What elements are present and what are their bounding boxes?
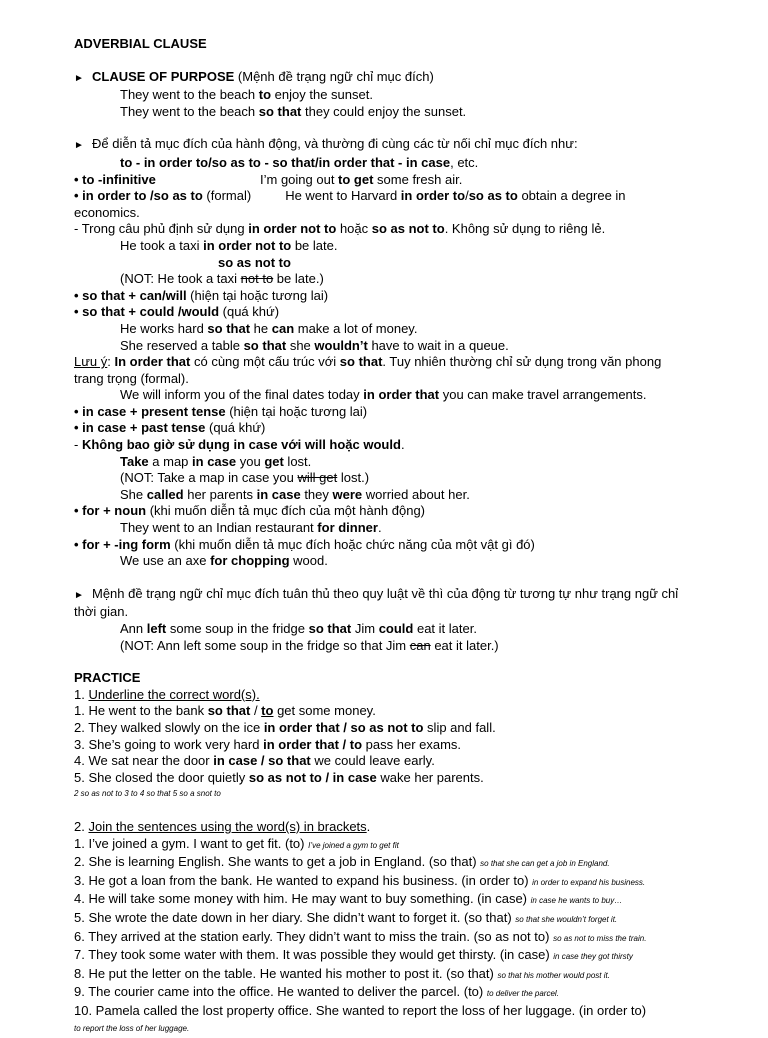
exercise-1-item: 1. He went to the bank so that / to get some money.: [74, 703, 376, 719]
tense-rule-cont: thời gian.: [74, 604, 129, 620]
negative-example-alt: so as not to: [218, 254, 291, 270]
negative-not-example: (NOT: He took a taxi not to be late.): [120, 271, 324, 287]
exercise-2-item: 6. They arrived at the station early. They didn’t want to miss the train. (so as not to) so as not to miss the train.: [74, 928, 647, 944]
rule-negative: - Trong câu phủ định sử dụng in order not to hoặc so as not to. Không sử dụng to riêng lẻ.: [74, 221, 606, 237]
so-that-example-2: She reserved a table so that she wouldn’t have to wait in a queue.: [120, 337, 509, 353]
exercise-2-item: 10. Pamela called the lost property office. She wanted to report the loss of her luggage. (in order to): [74, 1002, 647, 1018]
exercise-2-item: 8. He put the letter on the table. He wanted his mother to post it. (so that) so that his mother would post it.: [74, 965, 610, 981]
exercise-2-item: 4. He will take some money with him. He may want to buy something. (in case) in case he wants to buy…: [74, 891, 623, 907]
note-example: We will inform you of the final dates today in order that you can make travel arrangements.: [120, 387, 647, 403]
tense-rule: ► Mệnh đề trạng ngữ chỉ mục đích tuân thủ theo quy luật về thì của động từ tương tự như trạng ngữ chỉ: [74, 586, 738, 605]
in-case-not-example: (NOT: Take a map in case you will get lost.): [120, 470, 370, 486]
arrow-bullet-icon: ►: [74, 72, 84, 84]
document-title: ADVERBIAL CLAUSE: [74, 36, 207, 51]
in-case-example-1: Take a map in case you get lost.: [120, 453, 312, 469]
exercise-2-last-answer: to report the loss of her luggage.: [74, 1024, 190, 1034]
in-case-example-2: She called her parents in case they were worried about her.: [120, 486, 470, 502]
rule-in-order-to-cont: economics.: [74, 204, 140, 220]
exercise-2-item: 9. The courier came into the office. He wanted to deliver the parcel. (to) to deliver the parcel.: [74, 984, 559, 1000]
exercise-2-item: 7. They took some water with them. It was possible they would get thirsty. (in case) in case they got thirsty: [74, 947, 633, 963]
arrow-bullet-icon: ►: [74, 140, 84, 152]
rule-for-ing: • for + -ing form (khi muốn diễn tả mục đích hoặc chức năng của một vật gì đó): [74, 536, 535, 552]
tense-example: Ann left some soup in the fridge so that Jim could eat it later.: [120, 621, 477, 636]
note-line: Lưu ý: In order that có cùng một cấu trúc với so that. Tuy nhiên thường chỉ sử dụng trong văn phong: [74, 354, 662, 370]
purpose-example-2: They went to the beach so that they could enjoy the sunset.: [120, 103, 467, 119]
exercise-1-answers: 2 so as not to 3 to 4 so that 5 so a snot to: [74, 789, 221, 799]
rule-in-case-present: • in case + present tense (hiện tại hoặc tương lai): [74, 403, 368, 419]
arrow-bullet-icon: ►: [74, 589, 84, 601]
intro-text: ► Để diễn tả mục đích của hành động, và thường đi cùng các từ nối chỉ mục đích như:: [74, 136, 738, 155]
rule-in-order-to: • in order to /so as to (formal) He went to Harvard in order to/so as to obtain a degree in: [74, 188, 626, 204]
rule-to-infinitive: • to -infinitive I’m going out to get some fresh air.: [74, 171, 463, 187]
exercise-2-item: 1. I’ve joined a gym. I want to get fit. (to) I’ve joined a gym to get fit: [74, 835, 399, 851]
practice-heading: PRACTICE: [74, 670, 141, 686]
exercise-2-item: 2. She is learning English. She wants to get a job in England. (so that) so that she can get a job in England.: [74, 854, 610, 870]
purpose-example-1: They went to the beach to enjoy the sunset.: [120, 87, 373, 103]
connectors-line: to - in order to/so as to - so that/in order that - in case, etc.: [120, 154, 479, 170]
exercise-1-title: 1. Underline the correct word(s).: [74, 686, 260, 702]
for-ing-example: We use an axe for chopping wood.: [120, 553, 328, 569]
exercise-1-item: 5. She closed the door quietly so as not to / in case wake her parents.: [74, 769, 484, 785]
exercise-1-item: 2. They walked slowly on the ice in order that / so as not to slip and fall.: [74, 719, 496, 735]
note-line-cont: trang trọng (formal).: [74, 370, 189, 386]
exercise-1-item: 4. We sat near the door in case / so that we could leave early.: [74, 753, 435, 769]
negative-example: He took a taxi in order not to be late.: [120, 237, 338, 253]
rule-never: - Không bao giờ sử dụng in case với will hoặc would.: [74, 437, 405, 453]
rule-for-noun: • for + noun (khi muốn diễn tả mục đích của một hành động): [74, 503, 426, 519]
tense-not-example: (NOT: Ann left some soup in the fridge so that Jim can eat it later.): [120, 637, 499, 653]
rule-so-that-could: • so that + could /would (quá khứ): [74, 304, 280, 320]
exercise-2-item: 5. She wrote the date down in her diary. She didn’t want to forget it. (so that) so that she wouldn’t forget it.: [74, 909, 618, 925]
purpose-heading: ► CLAUSE OF PURPOSE (Mệnh đề trạng ngữ chỉ mục đích): [74, 69, 738, 88]
exercise-2-title: 2. Join the sentences using the word(s) in brackets.: [74, 818, 371, 834]
exercise-2-item: 3. He got a loan from the bank. He wanted to expand his business. (in order to) in order to expand his business.: [74, 872, 646, 888]
so-that-example-1: He works hard so that he can make a lot of money.: [120, 320, 418, 336]
rule-in-case-past: • in case + past tense (quá khứ): [74, 420, 266, 436]
exercise-1-item: 3. She’s going to work very hard in order that / to pass her exams.: [74, 736, 462, 752]
for-noun-example: They went to an Indian restaurant for dinner.: [120, 520, 382, 536]
rule-so-that-can: • so that + can/will (hiện tại hoặc tương lai): [74, 287, 329, 303]
